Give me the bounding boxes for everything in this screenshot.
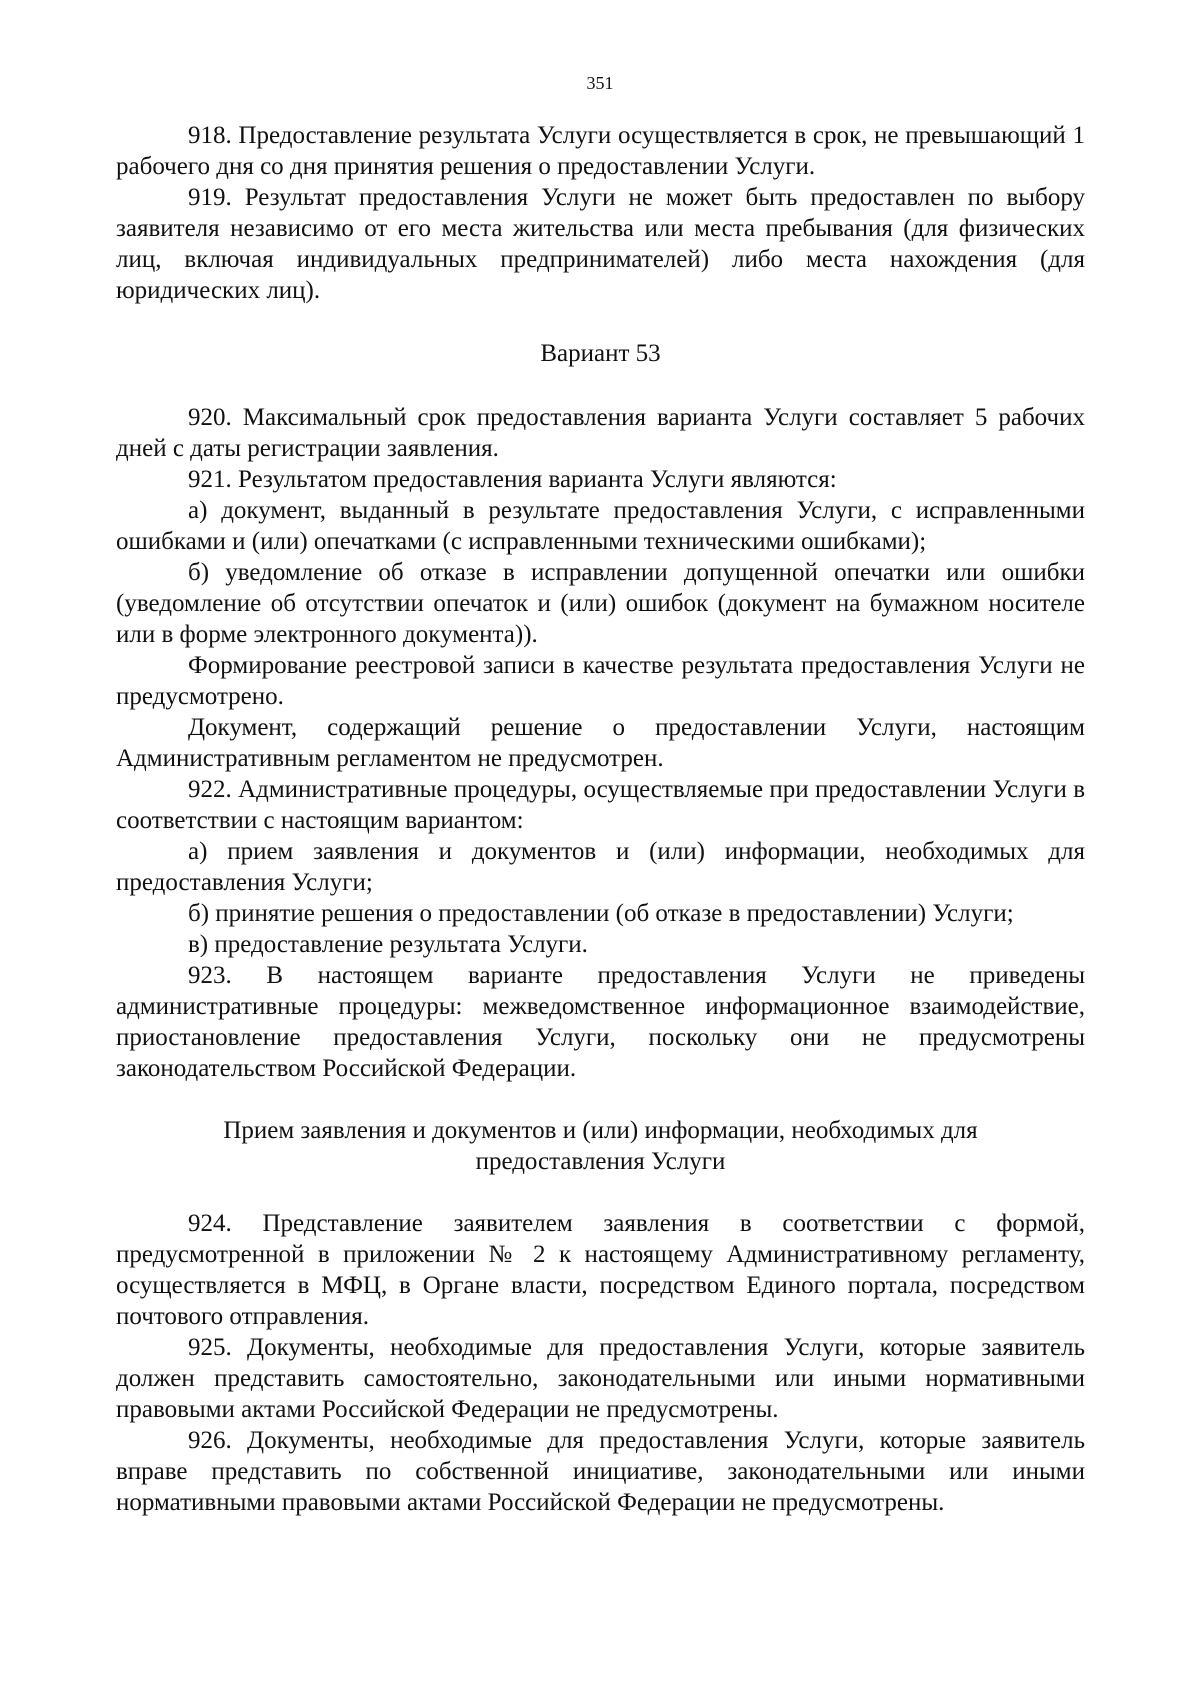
paragraph-926: 926. Документы, необходимые для предоставления Услуги, которые заявитель вправе представить по собственной инициативе, законодательными или иными нормативными правовыми актами Российской Федерации не предусмотрены.: [116, 1427, 1085, 1516]
document-body: [116, 120, 1085, 1518]
section-heading-line-2: предоставления Услуги: [475, 1148, 726, 1175]
paragraph-registry-record: Формирование реестровой записи в качестве результата предоставления Услуги не предусмотрено.: [116, 652, 1085, 710]
page-number: 351: [586, 73, 614, 93]
paragraph-925: 925. Документы, необходимые для предоставления Услуги, которые заявитель должен представить самостоятельно, законодательными или иными нормативными правовыми актами Российской Федерации не предусмотрены.: [116, 1334, 1085, 1423]
paragraph-919: 919. Результат предоставления Услуги не может быть предоставлен по выбору заявителя независимо от его места жительства или места пребывания (для физических лиц, включая индивидуальных предпринимателей) либо места нахождения (для юридических лиц).: [116, 184, 1085, 304]
paragraph-921: 921. Результатом предоставления варианта Услуги являются:: [188, 466, 837, 493]
variant-heading: Вариант 53: [540, 340, 661, 367]
section-heading: [116, 1115, 1085, 1177]
paragraph-920: 920. Максимальный срок предоставления варианта Услуги составляет 5 рабочих дней с даты регистрации заявления.: [116, 404, 1085, 462]
section-heading-line-1: Прием заявления и документов и (или) информации, необходимых для: [223, 1117, 978, 1144]
paragraph-918: 918. Предоставление результата Услуги осуществляется в срок, не превышающий 1 рабочего дня со дня принятия решения о предоставлении Услуги.: [116, 122, 1085, 180]
paragraph-923: 923. В настоящем варианте предоставления Услуги не приведены административные процедуры: межведомственное информационное взаимодействие, приостановление предоставления Услуги, поскольку они не предусмотрены законодательством Российской Федерации.: [116, 962, 1085, 1082]
paragraph-924: 924. Представление заявителем заявления в соответствии с формой, предусмотренной в приложении № 2 к настоящему Административному регламенту, осуществляется в МФЦ, в Органе власти, посредством Единого портала, посредством почтового отправления.: [116, 1210, 1085, 1330]
paragraph-921-b: б) уведомление об отказе в исправлении допущенной опечатки или ошибки (уведомление об отсутствии опечаток и (или) ошибок (документ на бумажном носителе или в форме электронного документа)).: [116, 559, 1085, 648]
paragraph-922-b: б) принятие решения о предоставлении (об отказе в предоставлении) Услуги;: [188, 900, 1014, 927]
paragraph-922-c: в) предоставление результата Услуги.: [188, 931, 588, 958]
paragraph-922: 922. Административные процедуры, осуществляемые при предоставлении Услуги в соответствии с настоящим вариантом:: [116, 776, 1085, 834]
paragraph-922-a: а) прием заявления и документов и (или) информации, необходимых для предоставления Услуги;: [116, 838, 1085, 896]
paragraph-decision-document: Документ, содержащий решение о предоставлении Услуги, настоящим Административным регламентом не предусмотрен.: [116, 714, 1085, 772]
paragraph-921-a: а) документ, выданный в результате предоставления Услуги, с исправленными ошибками и (или) опечатками (с исправленными техническими ошибками);: [116, 497, 1085, 555]
